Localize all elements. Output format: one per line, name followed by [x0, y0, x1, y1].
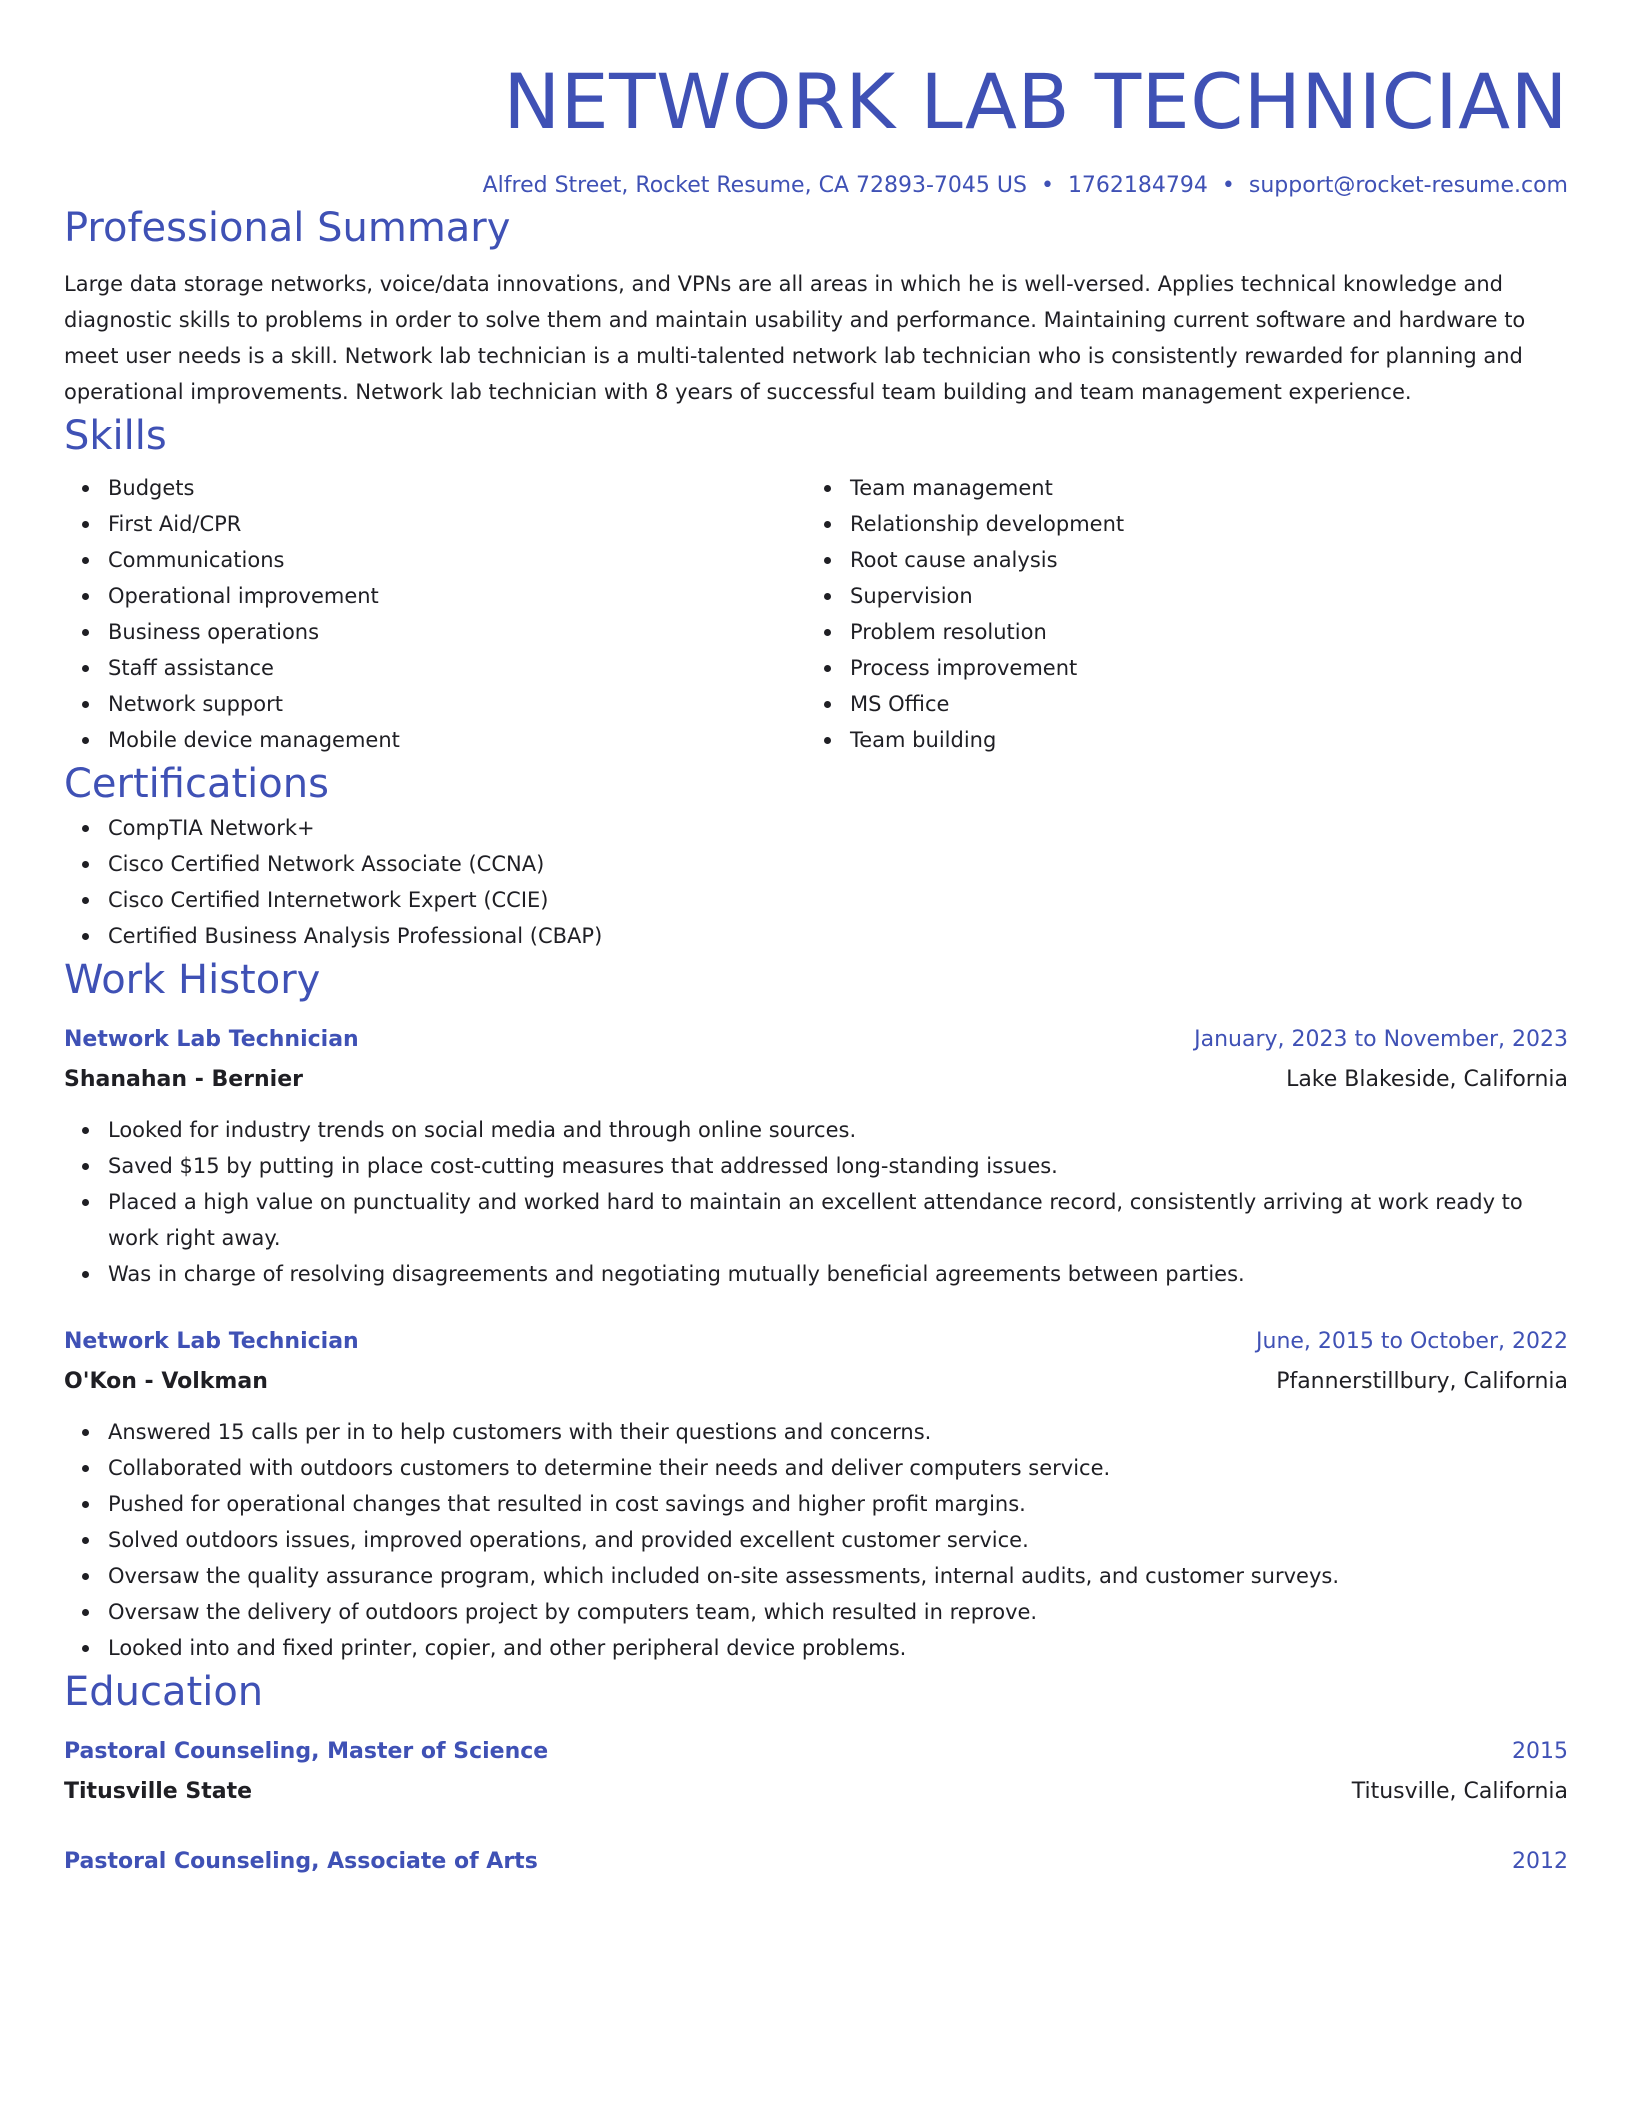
- skills-column-left: [64, 470, 806, 758]
- job-entry: [64, 1020, 1568, 1292]
- contact-phone[interactable]: 1762184794: [1067, 173, 1208, 198]
- education-degree: Pastoral Counseling, Associate of Arts: [64, 1849, 538, 1874]
- contact-address: Alfred Street, Rocket Resume, CA 72893-7045 US: [482, 173, 1027, 198]
- skill-item: Team building: [850, 722, 1548, 758]
- job-bullet: Looked for industry trends on social media and through online sources.: [108, 1112, 1568, 1148]
- contact-separator: •: [1221, 173, 1235, 198]
- summary-heading: Professional Summary: [64, 205, 511, 251]
- skills-list: [64, 470, 1568, 758]
- skill-item: Operational improvement: [108, 578, 806, 614]
- job-bullet: Solved outdoors issues, improved operations, and provided excellent customer service.: [108, 1522, 1568, 1558]
- job-bullet: Saved $15 by putting in place cost-cutting measures that addressed long-standing issues.: [108, 1148, 1568, 1184]
- job-location: Pfannerstillbury, California: [1276, 1369, 1568, 1394]
- contact-line: [64, 170, 1568, 202]
- work-history-heading: Work History: [64, 957, 321, 1003]
- skill-item: Staff assistance: [108, 650, 806, 686]
- job-entry: [64, 1322, 1568, 1666]
- skill-item: Root cause analysis: [850, 542, 1548, 578]
- skill-item: Network support: [108, 686, 806, 722]
- education-heading: Education: [64, 1669, 264, 1715]
- job-bullets: [64, 1414, 1568, 1666]
- education-degree: Pastoral Counseling, Master of Science: [64, 1739, 549, 1764]
- job-bullet: Oversaw the quality assurance program, which included on-site assessments, internal audits, and customer surveys.: [108, 1558, 1568, 1594]
- contact-separator: •: [1040, 173, 1054, 198]
- job-bullet: Looked into and fixed printer, copier, and other peripheral device problems.: [108, 1630, 1568, 1666]
- education-entry: [64, 1842, 1568, 1882]
- education-entry: [64, 1732, 1568, 1812]
- job-bullet: Oversaw the delivery of outdoors project by computers team, which resulted in reprove.: [108, 1594, 1568, 1630]
- skills-column-right: [806, 470, 1548, 758]
- skill-item: Communications: [108, 542, 806, 578]
- education-year: 2012: [1512, 1849, 1568, 1874]
- job-dates: June, 2015 to October, 2022: [1256, 1329, 1568, 1354]
- contact-email[interactable]: support@rocket-resume.com: [1248, 173, 1568, 198]
- certification-item: Cisco Certified Internetwork Expert (CCIE): [108, 882, 1568, 918]
- job-location: Lake Blakeside, California: [1286, 1067, 1568, 1092]
- education-school: Titusville State: [64, 1779, 253, 1804]
- summary-text: Large data storage networks, voice/data innovations, and VPNs are all areas in which he is well-versed. Applies technical knowledge and diagnostic skills to problems in order to solve them and maintain usability and performance. Maintaining current software and hardware to meet user needs is a skill. Network lab technician is a multi-talented network lab technician who is consistently rewarded for planning and operational improvements. Network lab technician with 8 years of successful team building and team management experience.: [64, 272, 1526, 404]
- education-year: 2015: [1512, 1739, 1568, 1764]
- skill-item: Business operations: [108, 614, 806, 650]
- job-company: O'Kon - Volkman: [64, 1369, 268, 1394]
- certifications-heading: Certifications: [64, 761, 329, 807]
- resume-page: [64, 0, 1568, 1882]
- job-bullets: [64, 1112, 1568, 1292]
- skills-heading: Skills: [64, 413, 167, 459]
- job-company: Shanahan - Bernier: [64, 1067, 303, 1092]
- skill-item: Relationship development: [850, 506, 1548, 542]
- job-bullet: Was in charge of resolving disagreements and negotiating mutually beneficial agreements between parties.: [108, 1256, 1568, 1292]
- resume-title: NETWORK LAB TECHNICIAN: [503, 57, 1568, 146]
- skill-item: Problem resolution: [850, 614, 1548, 650]
- skill-item: Supervision: [850, 578, 1548, 614]
- job-bullet: Pushed for operational changes that resulted in cost savings and higher profit margins.: [108, 1486, 1568, 1522]
- skill-item: First Aid/CPR: [108, 506, 806, 542]
- job-title: Network Lab Technician: [64, 1027, 359, 1052]
- certification-item: Cisco Certified Network Associate (CCNA): [108, 846, 1568, 882]
- skill-item: Team management: [850, 470, 1548, 506]
- job-bullet: Collaborated with outdoors customers to determine their needs and deliver computers service.: [108, 1450, 1568, 1486]
- skill-item: MS Office: [850, 686, 1548, 722]
- certification-item: CompTIA Network+: [108, 810, 1568, 846]
- skill-item: Process improvement: [850, 650, 1548, 686]
- certification-item: Certified Business Analysis Professional (CBAP): [108, 918, 1568, 954]
- job-title: Network Lab Technician: [64, 1329, 359, 1354]
- job-dates: January, 2023 to November, 2023: [1194, 1027, 1568, 1052]
- job-bullet: Placed a high value on punctuality and worked hard to maintain an excellent attendance record, consistently arriving at work ready to work right away.: [108, 1184, 1568, 1256]
- education-location: Titusville, California: [1351, 1779, 1568, 1804]
- job-bullet: Answered 15 calls per in to help customers with their questions and concerns.: [108, 1414, 1568, 1450]
- skill-item: Budgets: [108, 470, 806, 506]
- skill-item: Mobile device management: [108, 722, 806, 758]
- certifications-list: [64, 810, 1568, 954]
